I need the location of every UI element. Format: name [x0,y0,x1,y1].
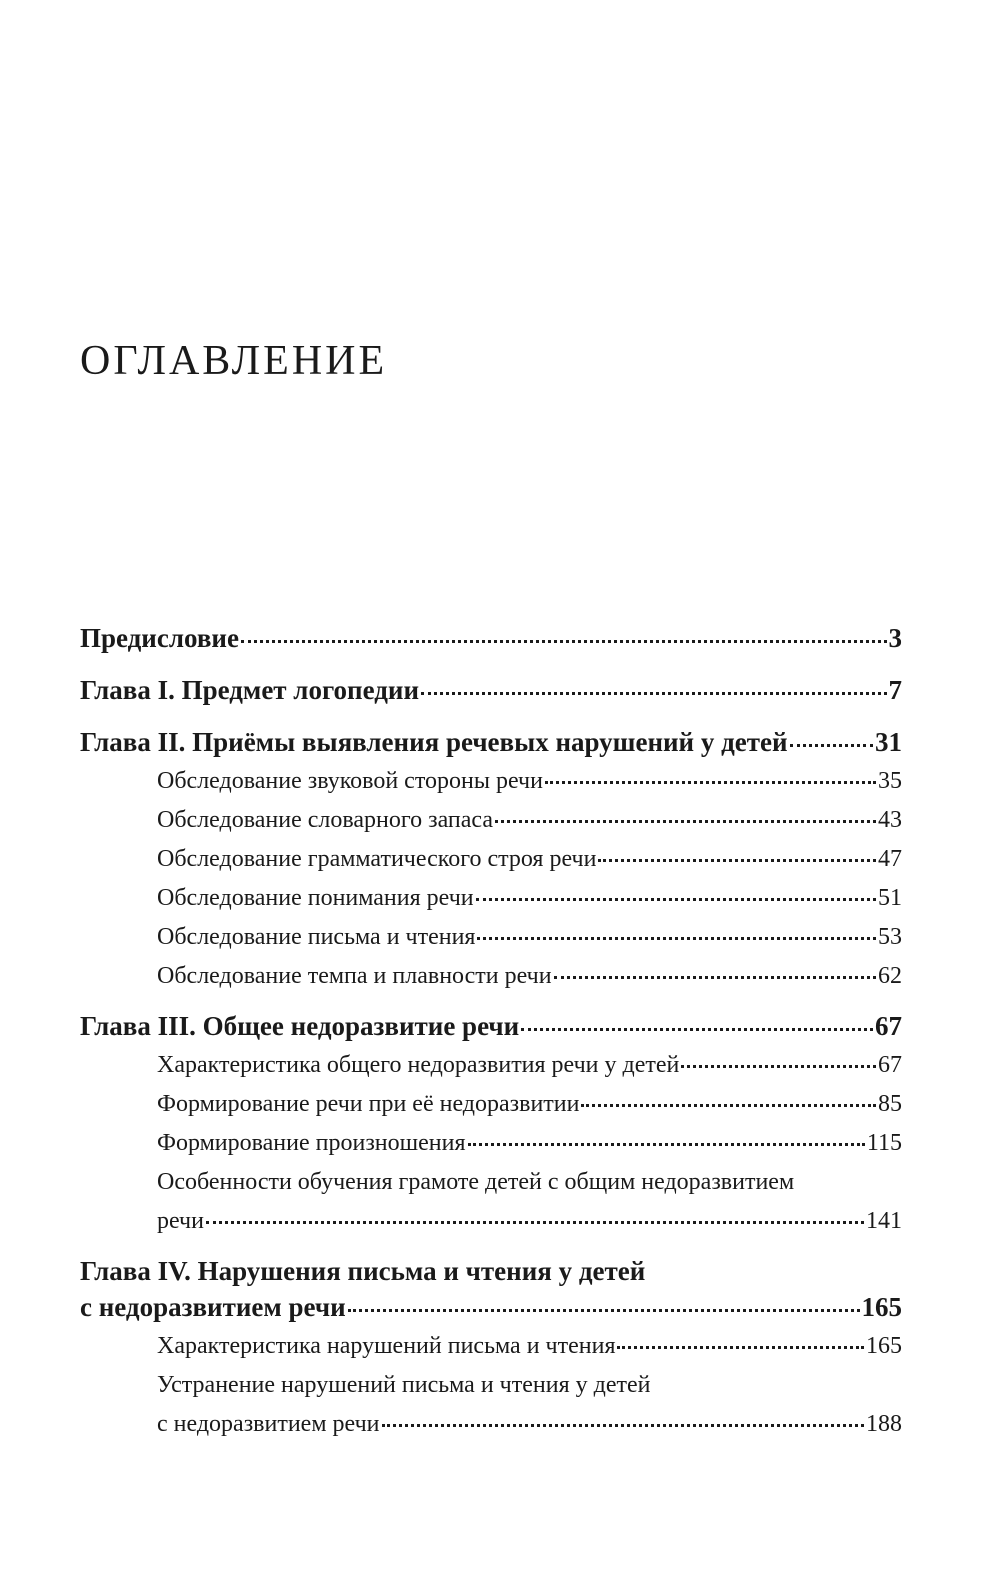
dot-leader [521,1008,873,1035]
dot-leader [382,1407,865,1431]
toc-entry-chapter-4 [80,1253,902,1325]
toc-section [80,1124,902,1163]
toc-section [80,1085,902,1124]
dot-leader [581,1087,876,1111]
dot-leader [477,920,876,944]
toc-section-label: Обследование словарного запаса [157,807,494,833]
toc-group-chapter-3 [80,1008,902,1241]
dot-leader [468,1126,865,1150]
toc-section-label-line-1: Устранение нарушений письма и чтения у детей [157,1372,651,1398]
page-title: ОГЛАВЛЕНИЕ [80,338,388,384]
toc-page-number: 53 [878,924,902,950]
toc-section-label: Характеристика общего недоразвития речи у детей [157,1052,680,1078]
toc-section [80,801,902,840]
toc-entry-preface [80,620,902,656]
dot-leader [476,881,876,905]
toc-entry-label: Глава II. Приёмы выявления речевых нарушений у детей [80,727,788,757]
toc-page-number: 3 [888,623,902,653]
toc-section-label: Обследование письма и чтения [157,924,476,950]
dot-leader [681,1048,876,1072]
toc-section [80,1366,902,1444]
toc-page-number: 67 [875,1011,902,1041]
toc-group-chapter-2 [80,724,902,996]
dot-leader [790,724,873,751]
toc-page-number: 31 [875,727,902,757]
table-of-contents [80,620,902,1456]
toc-section [80,840,902,879]
toc-page-number: 7 [888,675,902,705]
toc-section [80,1046,902,1085]
toc-section-label: Обследование звуковой стороны речи [157,768,543,794]
toc-section [80,918,902,957]
toc-page-number: 51 [878,885,902,911]
dot-leader [554,959,876,983]
toc-page-number: 47 [878,846,902,872]
toc-entry-chapter-3 [80,1008,902,1044]
dot-leader [598,842,876,866]
toc-page-number: 141 [866,1208,902,1234]
toc-section [80,957,902,996]
toc-page-number: 188 [866,1411,902,1437]
toc-section-label: Обследование темпа и плавности речи [157,963,552,989]
toc-page-number: 115 [866,1130,902,1156]
toc-section-label: Формирование речи при её недоразвитии [157,1091,580,1117]
toc-entry-chapter-1 [80,672,902,708]
toc-page-number: 165 [866,1333,902,1359]
dot-leader [617,1329,864,1353]
toc-entry-label: Предисловие [80,623,239,653]
toc-section [80,879,902,918]
toc-entry-label-line-2: с недоразвитием речи [80,1292,346,1322]
toc-page-number: 85 [878,1091,902,1117]
toc-page-number: 43 [878,807,902,833]
dot-leader [421,672,886,699]
toc-page-number: 165 [861,1292,902,1322]
toc-page-number: 67 [878,1052,902,1078]
toc-page-number: 35 [878,768,902,794]
dot-leader [241,620,887,647]
toc-page-number: 62 [878,963,902,989]
toc-section-label-line-2: с недоразвитием речи [157,1411,380,1437]
toc-section [80,1163,902,1241]
toc-section-label: Обследование грамматического строя речи [157,846,597,872]
toc-entry-label-line-1: Глава IV. Нарушения письма и чтения у детей [80,1256,646,1286]
toc-entry-chapter-2 [80,724,902,760]
dot-leader [348,1289,860,1316]
toc-group-chapter-4 [80,1253,902,1444]
toc-section-label: Формирование произношения [157,1130,466,1156]
toc-entry-label: Глава I. Предмет логопедии [80,675,420,705]
toc-section [80,762,902,801]
dot-leader [206,1204,864,1228]
dot-leader [545,764,876,788]
toc-section-label: Характеристика нарушений письма и чтения [157,1333,616,1359]
toc-section-label: Обследование понимания речи [157,885,474,911]
toc-entry-label: Глава III. Общее недоразвитие речи [80,1011,520,1041]
toc-section-label-line-2: речи [157,1208,204,1234]
dot-leader [495,803,876,827]
toc-section [80,1327,902,1366]
toc-section-label-line-1: Особенности обучения грамоте детей с общим недоразвитием [157,1169,795,1195]
